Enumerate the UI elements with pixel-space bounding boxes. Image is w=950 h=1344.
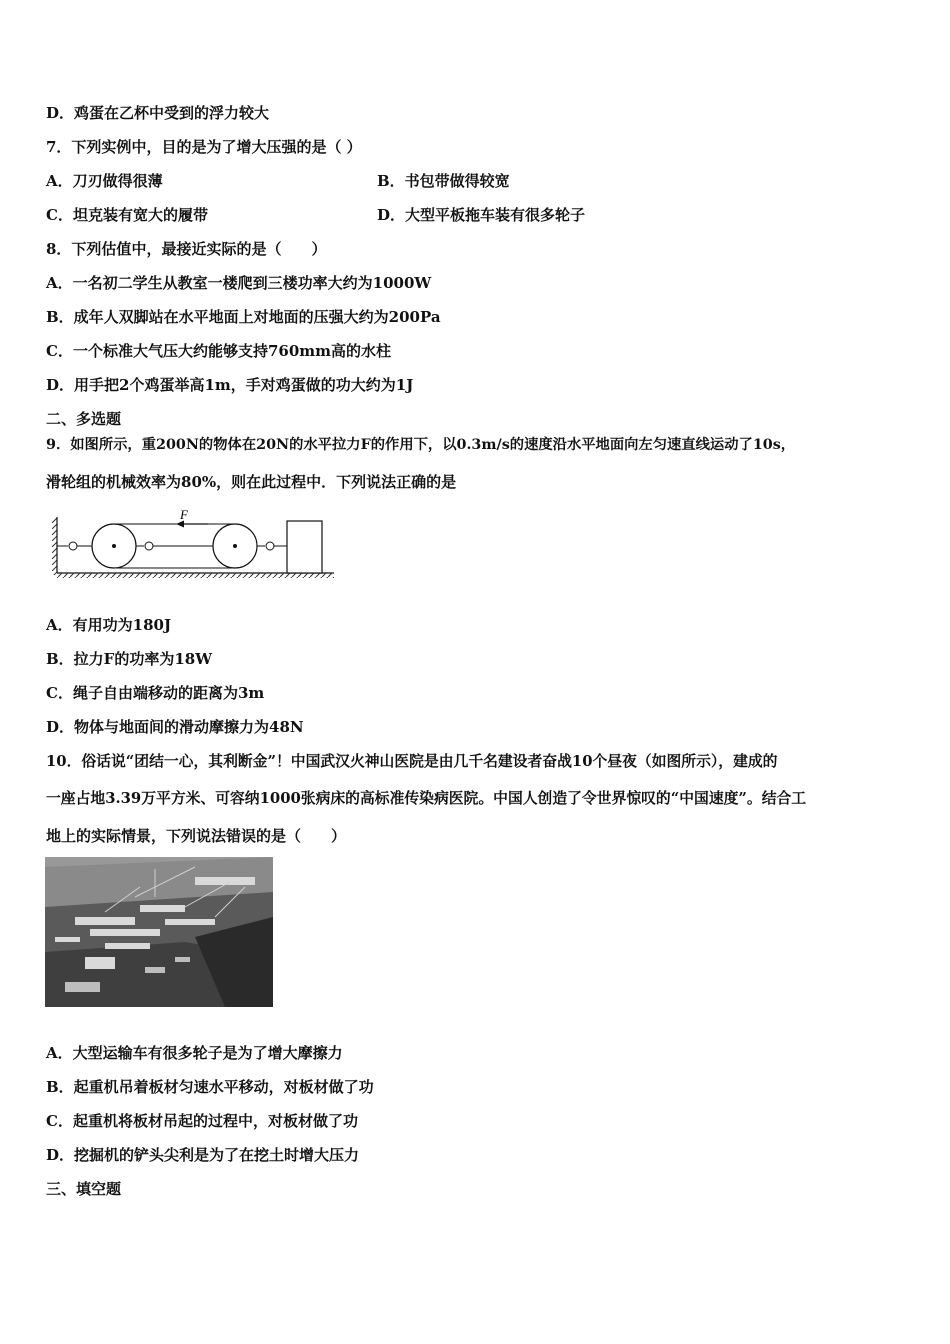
q7-option-b: B．书包带做得较宽 xyxy=(377,172,510,190)
q9-option-d: D．物体与地面间的滑动摩擦力为48N xyxy=(46,718,304,736)
q10-stem-line3: 地上的实际情景，下列说法错误的是（ ） xyxy=(46,827,347,845)
q10-option-c: C．起重机将板材吊起的过程中，对板材做了功 xyxy=(46,1112,358,1130)
q6-option-d: D．鸡蛋在乙杯中受到的浮力较大 xyxy=(46,104,270,122)
q7-option-d: D．大型平板拖车装有很多轮子 xyxy=(377,206,586,224)
section-fill-in-blank: 三、填空题 xyxy=(46,1180,122,1198)
construction-site-photo xyxy=(45,857,273,1007)
q8-stem: 8．下列估值中，最接近实际的是（ ） xyxy=(46,240,327,258)
q9-option-c: C．绳子自由端移动的距离为3m xyxy=(46,684,265,702)
q10-stem-line1: 10．俗话说“团结一心，其利断金”！中国武汉火神山医院是由几千名建设者奋战10个昼夜（如图所示），建成的 xyxy=(46,753,778,770)
q8-option-b: B．成年人双脚站在水平地面上对地面的压强大约为200Pa xyxy=(46,308,441,326)
ground xyxy=(57,573,334,578)
q10-option-b: B．起重机吊着板材匀速水平移动，对板材做了功 xyxy=(46,1078,374,1096)
q8-option-a: A．一名初二学生从教室一楼爬到三楼功率大约为1000W xyxy=(46,274,432,292)
pulley-diagram xyxy=(52,505,342,580)
right-pulley xyxy=(213,524,257,568)
q10-option-a: A．大型运输车有很多轮子是为了增大摩擦力 xyxy=(46,1044,343,1062)
block-object xyxy=(287,521,322,573)
q9-option-a: A．有用功为180J xyxy=(46,616,172,634)
q8-option-d: D．用手把2个鸡蛋举高1m，手对鸡蛋做的功大约为1J xyxy=(46,376,414,394)
q10-stem-line2: 一座占地3.39万平方米、可容纳1000张病床的高标准传染病医院。中国人创造了令世界惊叹的“中国速度”。结合工 xyxy=(46,790,807,807)
q9-stem-line1: 9．如图所示，重200N的物体在20N的水平拉力F的作用下，以0.3m/s的速度沿水平地面向左匀速直线运动了10s， xyxy=(46,437,796,453)
section-multiple-choice: 二、多选题 xyxy=(46,410,122,428)
force-label: F xyxy=(180,507,188,522)
q9-stem-line2: 滑轮组的机械效率为80%，则在此过程中．下列说法正确的是 xyxy=(46,473,457,491)
wall xyxy=(52,517,57,575)
q9-option-b: B．拉力F的功率为18W xyxy=(46,650,213,668)
q7-option-c: C．坦克装有宽大的履带 xyxy=(46,206,208,224)
q8-option-c: C．一个标准大气压大约能够支持760mm高的水柱 xyxy=(46,342,391,360)
left-pulley xyxy=(92,524,136,568)
q7-option-a: A．刀刃做得很薄 xyxy=(46,172,163,190)
q7-stem: 7．下列实例中，目的是为了增大压强的是（ ） xyxy=(46,138,362,156)
q10-option-d: D．挖掘机的铲头尖利是为了在挖土时增大压力 xyxy=(46,1146,360,1164)
